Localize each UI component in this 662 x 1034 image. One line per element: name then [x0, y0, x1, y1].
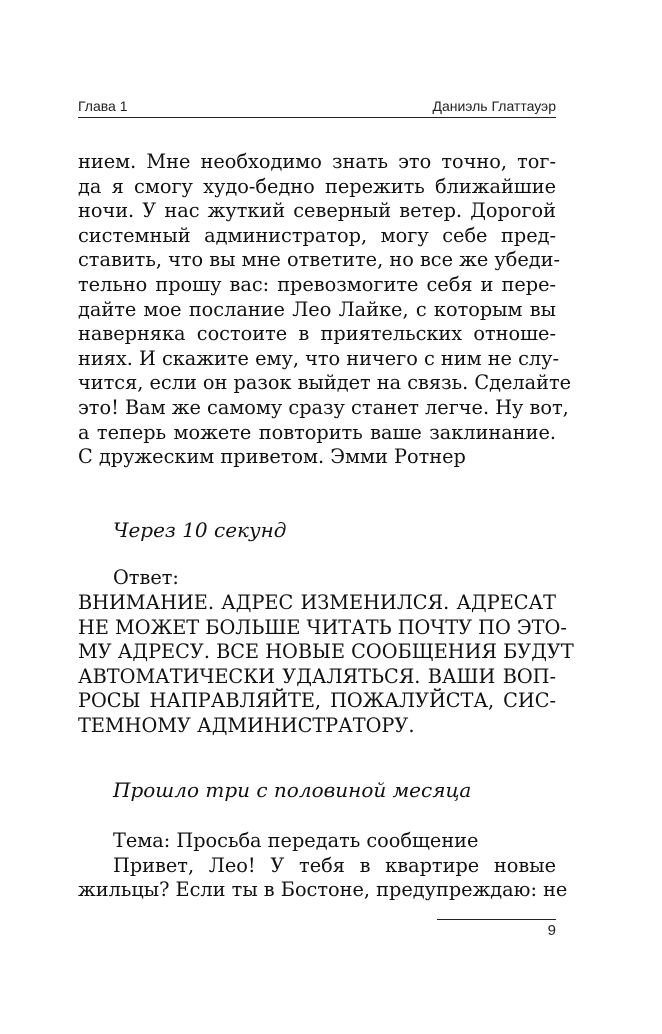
text-line: нием. Мне необходимо знать это точно, тог-	[78, 150, 556, 173]
text-line: системный администратор, могу себе пред-	[78, 223, 556, 247]
text-line: Привет, Лео! У тебя в квартире новые	[113, 853, 556, 877]
text-line: С дружеским приветом. Эмми Ротнер	[78, 445, 466, 469]
text-line: тельно прошу вас: превозмогите себя и пере-	[78, 272, 556, 296]
text-line: дайте мое послание Лео Лайке, с которым вы	[78, 297, 556, 321]
footer-rule	[437, 919, 556, 920]
text-line: ставить, что вы мне ответите, но все же убеди-	[78, 248, 561, 272]
text-line: чится, если он разок выйдет на связь. Сделайте	[78, 371, 572, 395]
text-line: ниях. И скажите ему, что ничего с ним не слу-	[78, 346, 559, 370]
text-line: АВТОМАТИЧЕСКИ УДАЛЯТЬСЯ. ВАШИ ВОП-	[78, 664, 556, 688]
text-line: да я смогу худо-бедно пережить ближайшие	[78, 174, 556, 198]
section-heading-2: Прошло три с половиной месяца	[113, 778, 472, 803]
auto-reply-text	[78, 590, 574, 739]
chapter-label: Глава 1	[78, 98, 128, 114]
text-line: РОСЫ НАПРАВЛЯЙТЕ, ПОЖАЛУЙСТА, СИС-	[78, 689, 556, 713]
text-line: а теперь можете повторить ваше заклинание.	[78, 420, 556, 444]
page-number: 9	[547, 922, 556, 939]
paragraph-1	[78, 150, 572, 470]
paragraph-2	[78, 853, 568, 903]
text-line: это! Вам же самому сразу станет легче. Ну вот,	[78, 395, 569, 419]
text-line: ночи. У нас жуткий северный ветер. Дорогой	[78, 199, 556, 223]
reply-label: Ответ:	[113, 566, 179, 590]
author-name: Даниэль Глаттауэр	[432, 98, 556, 114]
header-rule	[78, 117, 556, 118]
text-line: НЕ МОЖЕТ БОЛЬШЕ ЧИТАТЬ ПОЧТУ ПО ЭТО-	[78, 615, 567, 639]
text-line: наверняка состоите в приятельских отноше-	[78, 322, 556, 346]
text-line: ВНИМАНИЕ. АДРЕС ИЗМЕНИЛСЯ. АДРЕСАТ	[78, 590, 556, 614]
text-line: МУ АДРЕСУ. ВСЕ НОВЫЕ СООБЩЕНИЯ БУДУТ	[78, 640, 574, 664]
text-line: ТЕМНОМУ АДМИНИСТРАТОРУ.	[78, 713, 415, 737]
page-body	[78, 150, 574, 903]
running-head	[78, 94, 556, 118]
section-heading-1: Через 10 секунд	[113, 517, 287, 542]
email-subject: Тема: Просьба передать сообщение	[113, 829, 479, 853]
text-line: жильцы? Если ты в Бостоне, предупреждаю: не	[78, 878, 568, 902]
